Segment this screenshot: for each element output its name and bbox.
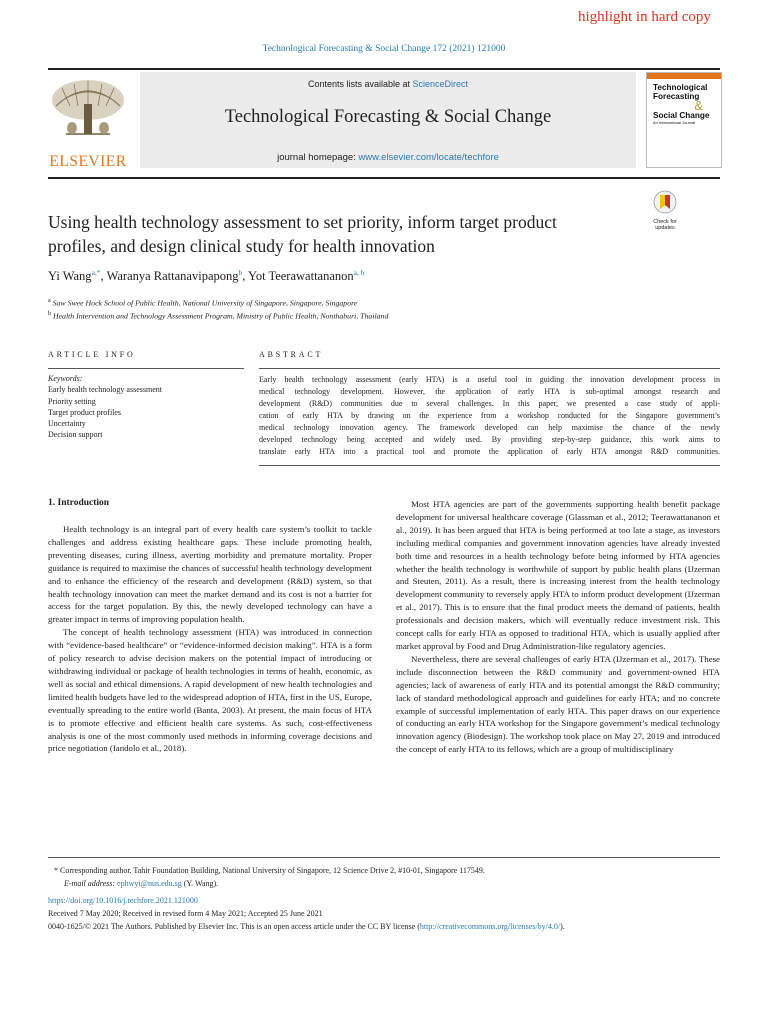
license-suffix: ). [560, 922, 565, 931]
sciencedirect-link[interactable]: ScienceDirect [412, 79, 469, 89]
intro-left-column [48, 523, 372, 755]
affiliations [48, 296, 388, 321]
affiliation-b [48, 309, 388, 322]
abstract-line: cation of early HTA by drawing on the experience from a workshop conducted for the Singapore government’s [259, 411, 720, 420]
affiliation-a-mark: a [48, 298, 51, 304]
abstract-heading: ABSTRACT [259, 350, 324, 359]
author-list [48, 268, 364, 284]
affiliation-a [48, 296, 388, 309]
abstract-line: Early health technology assessment (early HTA) is a useful tool in guiding the innovation development process in [259, 375, 720, 384]
doi-link[interactable]: https://doi.org/10.1016/j.techfore.2021.121000 [48, 896, 198, 905]
handwritten-annotation: highlight in hard copy [578, 9, 711, 25]
affiliation-b-mark: b [48, 310, 51, 317]
keyword-item: Priority setting [48, 396, 96, 406]
abstract-line: medical technology development. However, the application of early HTA is sub-optimal amongst research and [259, 387, 720, 396]
author-2-marks[interactable]: b [238, 268, 243, 277]
bookmark-icon [652, 190, 678, 214]
elsevier-wordmark: ELSEVIER [49, 153, 127, 170]
footnote-rule [48, 857, 720, 858]
check-updates-line2: updates [655, 225, 675, 231]
keyword-item: Early health technology assessment [48, 385, 162, 395]
journal-cover[interactable] [646, 72, 722, 168]
email-link[interactable]: ephwyi@nus.edu.sg [117, 879, 182, 888]
abstract-text [259, 374, 720, 458]
author-1-marks[interactable]: a,* [91, 268, 101, 277]
cover-amp: & [694, 98, 703, 113]
received-dates: Received 7 May 2020; Received in revised form 4 May 2021; Accepted 25 June 2021 [48, 909, 323, 918]
article-title-line2: profiles, and design clinical study for health innovation [48, 236, 435, 256]
intro-paragraph: The concept of health technology assessment (HTA) was introduced in connection with “evidence-based healthcare” or “evidence-informed decision making”. HTA is a form of policy research to advise decision makers on the potential impact of introducing or withdrawing individual or package of health technologies in terms of health, economic, as well as social and ethical dimensions. A rapid development of new health technologies and limited health budgets have led to the widespread adoption of HTA, first in the US, Europe, eventually spreading to the entire world (Banta, 2003). At present, the main focus of HTA is to promote effective and efficient health care systems. As such, cost-effectiveness analysis is one of the most commonly used methods in informing coverage decisions and price negotiation (Iandolo et al., 2018). [48, 627, 372, 754]
article-title-line1: Using health technology assessment to set priority, inform target product [48, 212, 557, 232]
abstract-line: medical technology innovation agency. The framework developed can help maximise the chance of the newly [259, 423, 720, 432]
check-updates-line1: Check for [653, 219, 677, 225]
intro-heading: 1. Introduction [48, 498, 110, 508]
corresponding-author-note: * Corresponding author. Tahir Foundation Building, National University of Singapore, 12 Science Drive 2, #10-01, Singapore 117549. [54, 866, 485, 875]
homepage-line [140, 152, 636, 163]
article-title [48, 210, 638, 258]
footnotes [48, 864, 728, 933]
intro-paragraph: Nevertheless, there are several challenges of early HTA (IJzerman et al., 2017). These include disconnection between the R&D community and government-owned HTA agencies; lack of awareness of early HTA and its potential amongst the R&D community; lack of standard methodological approach and guidelines for early HTA; and no concrete example of successful implementation of early HTA. This paper draws on our experience of conducting an early HTA workshop for the Singapore government’s medical technology innovation agency (Biodesign). The workshop took place on May 27, 2019 and introduced the concept of early HTA to its fellows, which are a group of multidisciplinary [396, 653, 720, 755]
intro-paragraph: Most HTA agencies are part of the governments supporting health benefit package development for universal healthcare coverage (Glassman et al., 2012; Teerawattananon et al., 2019). It has been argued that HTA is being performed at too late a stage, as investors including medical companies and government innovation agencies have already invested both time and resources in a health technology before being informed by HTA agencies whether the health technology is worthwhile of support by public health plans (IJzerman and Steuten, 2011). As a result, there is increasing interest from the health technology development community to reversely apply HTA to inform product development (IJzerman et al., 2017). This is to ensure that the final product meets the demand of patients, health professionals and decision makers, which will eventually reduce investment risk. This concept calls for early HTA as opposed to traditional HTA, which is usually applied after market approval by Food and Drug Administration-like regulatory agencies. [396, 499, 720, 651]
masthead-bottom-rule [48, 177, 720, 179]
email-label: E-mail address: [64, 879, 118, 888]
email-suffix: (Y. Wang). [181, 879, 219, 888]
author-2: Waranya Rattanavipapong [106, 269, 239, 284]
license-prefix: 0040-1625/© 2021 The Authors. Published by Elsevier Inc. This is an open access article under the CC BY license ( [48, 922, 420, 931]
keywords-label: Keywords: [48, 374, 83, 383]
journal-citation[interactable]: Technological Forecasting & Social Change 172 (2021) 121000 [262, 44, 506, 54]
intro-right-column [396, 498, 720, 756]
homepage-prefix: journal homepage: [277, 152, 359, 163]
check-for-updates-badge[interactable] [644, 190, 686, 234]
masthead-top-rule [48, 68, 720, 70]
author-1: Yi Wang [48, 269, 92, 284]
journal-title: Technological Forecasting & Social Change [224, 107, 552, 127]
keyword-item: Decision support [48, 430, 103, 440]
author-sep: , [100, 269, 107, 284]
license-link[interactable]: http://creativecommons.org/licenses/by/4.0/ [419, 922, 561, 931]
abstract-line: translate early HTA into a practical tool and promote the application of early HTA amongst R&D communities. [259, 447, 720, 456]
abstract-rule-bottom [259, 465, 720, 466]
abstract-rule-top [259, 368, 720, 369]
elsevier-logo[interactable] [46, 76, 130, 168]
article-info-heading: ARTICLE INFO [48, 350, 136, 359]
cover-title-line2: Forecasting [653, 92, 700, 101]
contents-line [140, 79, 636, 89]
abstract-line: development (R&D) communities due to several challenges. In this paper, we presented a case study of appli- [259, 399, 720, 408]
keyword-item: Target product profiles [48, 407, 122, 417]
homepage-link[interactable]: www.elsevier.com/locate/techfore [358, 152, 499, 163]
elsevier-tree-icon [46, 76, 130, 146]
email-line [48, 877, 728, 890]
cover-title-line1: Technological [653, 83, 708, 92]
author-sep: , [242, 269, 249, 284]
contents-prefix: Contents lists available at [307, 79, 413, 89]
affiliation-b-text: Health Intervention and Technology Assessment Program, Ministry of Public Health, Nonthaburi, Thailand [52, 311, 389, 321]
cover-title-line3: Social Change [653, 111, 710, 120]
license-line [48, 920, 728, 933]
cover-subtitle: An International Journal [653, 120, 696, 125]
abstract-line: developed technology being accepted and widely used. By providing step-by-step guidance, this work aims to [259, 435, 720, 444]
article-info-rule [48, 368, 244, 369]
intro-paragraph: Health technology is an integral part of every health care system’s toolkit to tackle challenges and address existing healthcare gaps. These include promoting health, preventing diseases, curing illness, averting morbidity and premature mortality. Proper guidance is required to maximise the chances of successful health technology development and to enhance the efficiency of the research and development (R&D) system, so that health technology innovation can meet the market demand and its cost is not a barrier for access for the target population. By this, the newly developed technology can have a greater impact in terms of improving population health. [48, 524, 372, 625]
keyword-item: Uncertainty [48, 419, 86, 429]
keywords-block [48, 373, 248, 441]
author-3: Yot Teerawattananon [248, 269, 354, 284]
affiliation-a-text: Saw Swee Hock School of Public Health, National University of Singapore, Singapore, Singapore [52, 298, 358, 308]
author-3-marks[interactable]: a, b [353, 268, 365, 277]
